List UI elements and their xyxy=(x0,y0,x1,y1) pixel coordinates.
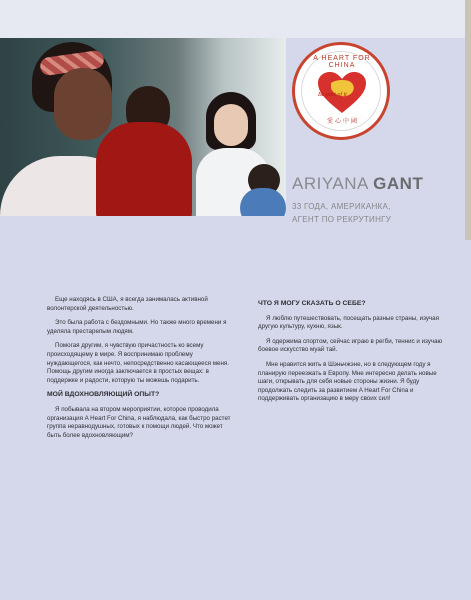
first-name: ARIYANA xyxy=(292,174,368,193)
right-text-column xyxy=(258,296,444,410)
logo-tagline: Be part of it xyxy=(318,92,347,98)
left-text-column xyxy=(47,296,233,446)
role-line-1: 33 ГОДА, АМЕРИКАНКА, xyxy=(292,202,391,211)
left-paragraph-3: Помогая другим, я чувствую причастность ко всему происходящему в мире. Я воспринимаю проблему нуждающегося, как нечто, непосредственно касающееся меня. Помощь другим иногда заключается в простых вещах: в поддержке и радости, которую ты можешь подарить. xyxy=(47,342,229,384)
profile-role xyxy=(292,200,452,226)
right-paragraph-3: Мне нравится жить в Шэньчжэне, но в следующем году я планирую переезжать в Европу. Мне интересно делать новые шаги, открывать для себя новые стороны жизни. Я буду продолжать следить за развитием A Heart For China и поддерживать организацию в меру своих сил! xyxy=(258,360,437,403)
left-paragraph-1: Еще находясь в США, я всегда занималась активной волонтерской деятельностью. xyxy=(47,296,208,312)
last-name: GANT xyxy=(373,174,424,193)
left-paragraph-2: Это была работа с бездомными. Но также много времени я уделяла престарелым людям. xyxy=(47,319,227,335)
page-edge-strip xyxy=(465,0,471,240)
profile-name xyxy=(292,174,423,194)
role-line-2: АГЕНТ ПО РЕКРУТИНГУ xyxy=(292,215,392,224)
section-heading-about-me: ЧТО Я МОГУ СКАЗАТЬ О СЕБЕ? xyxy=(258,300,366,307)
left-paragraph-4: Я побывала на втором мероприятии, которое проводила организация A Heart For China, я наблюдала, как быстро растет группа неравнодушных, готовых к помощи людей. Что может быть более вдохновляющим? xyxy=(47,405,231,439)
a-heart-for-china-logo xyxy=(292,42,390,140)
logo-ring-text-top: A HEART FOR CHINA xyxy=(313,55,371,69)
top-margin-band xyxy=(0,0,471,38)
right-paragraph-2: Я одержима спортом, сейчас играю в регби, теннис и изучаю боевое искусство муай тай. xyxy=(258,337,443,354)
profile-photo xyxy=(0,38,286,216)
right-paragraph-1: Я люблю путешествовать, посещать разные страны, изучая другую культуру, кухню, язык. xyxy=(258,314,439,331)
logo-ring-text-bottom: 愛心中國 xyxy=(326,119,359,125)
section-heading-inspiring: МОЙ ВДОХНОВЛЯЮЩИЙ ОПЫТ? xyxy=(47,391,160,399)
